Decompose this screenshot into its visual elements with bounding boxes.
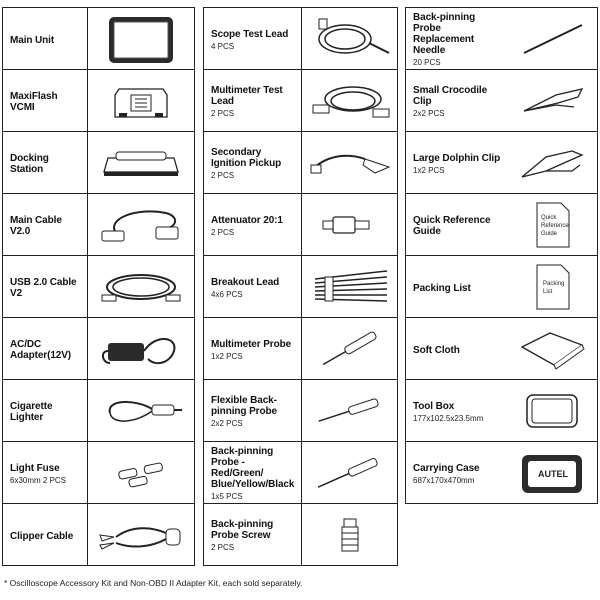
item-name: USB 2.0 Cable V2	[10, 277, 77, 299]
item-name: Attenuator 20:1	[211, 214, 283, 226]
item-name: Carrying Case	[413, 462, 480, 474]
item-ignition-pickup	[203, 131, 398, 194]
item-qty: 1x2 PCS	[211, 351, 243, 361]
item-name: Secondary Ignition Pickup	[211, 147, 282, 169]
item-name: Packing List	[413, 282, 471, 294]
item-replacement-needle	[405, 7, 598, 70]
item-tool-box	[405, 379, 598, 442]
item-breakout-lead	[203, 255, 398, 318]
cloth-icon	[512, 323, 592, 375]
item-flexible-probe	[203, 379, 398, 442]
tablet-icon	[101, 13, 181, 65]
item-qty: 4 PCS	[211, 41, 235, 51]
attenuator-icon	[305, 199, 395, 251]
item-qty: 2x2 PCS	[413, 109, 445, 118]
item-dolphin-clip	[405, 131, 598, 194]
item-name: MaxiFlash VCMI	[10, 91, 58, 113]
item-qty: 20 PCS	[413, 58, 441, 67]
item-main-cable	[2, 193, 195, 256]
docking-station-icon	[98, 138, 184, 188]
svg-text:Reference: Reference	[541, 222, 569, 229]
item-name: Back-pinning Probe - Red/Green/ Blue/Yellow/Black	[211, 446, 295, 490]
dolphin-clip-icon	[512, 137, 592, 189]
item-crocodile-clip	[405, 69, 598, 132]
item-name: AC/DC Adapter(12V)	[10, 339, 72, 361]
flexible-probe-icon	[305, 385, 395, 437]
vcmi-device-icon	[101, 75, 181, 127]
document-icon	[527, 261, 577, 313]
item-name: Main Unit	[10, 34, 55, 46]
item-qty: 177x102.5x23.5mm	[413, 413, 484, 423]
item-clipper-cable	[2, 503, 195, 566]
svg-text:AUTEL: AUTEL	[538, 468, 568, 479]
item-qty: 2 PCS	[211, 227, 235, 237]
ignition-pickup-icon	[305, 137, 395, 189]
breakout-lead-icon	[305, 261, 395, 313]
item-qty: 1x2 PCS	[413, 165, 445, 175]
item-name: Quick Reference Guide	[413, 215, 491, 237]
crocodile-clip-icon	[512, 75, 592, 127]
column-1	[2, 7, 195, 566]
item-quick-reference-guide	[405, 193, 598, 256]
item-docking-station	[2, 131, 195, 194]
svg-text:Guide: Guide	[541, 230, 558, 237]
needle-icon	[512, 13, 592, 65]
obd-cable-icon	[96, 199, 186, 251]
item-cigarette-lighter	[2, 379, 195, 442]
scope-lead-icon	[305, 13, 395, 65]
power-adapter-icon	[96, 323, 186, 375]
item-name: Cigarette Lighter	[10, 401, 53, 423]
multimeter-lead-icon	[305, 75, 395, 127]
item-name: Scope Test Lead	[211, 28, 289, 40]
column-3	[405, 7, 598, 504]
item-name: Clipper Cable	[10, 530, 74, 542]
item-qty: 687x170x470mm	[413, 475, 475, 485]
item-qty: 6x30mm 2 PCS	[10, 475, 67, 485]
usb-cable-icon	[96, 261, 186, 313]
item-name: Back-pinning Probe Replacement Needle	[413, 12, 476, 56]
document-icon	[527, 199, 577, 251]
item-name: Breakout Lead	[211, 276, 280, 288]
item-name: Small Crocodile Clip	[413, 85, 488, 107]
column-2	[203, 7, 398, 566]
item-scope-test-lead	[203, 7, 398, 70]
back-pinning-probe-icon	[305, 447, 395, 499]
item-ac-dc-adapter	[2, 317, 195, 380]
item-multimeter-test-lead	[203, 69, 398, 132]
item-name: Multimeter Test Lead	[211, 85, 283, 107]
cigarette-lighter-icon	[96, 385, 186, 437]
item-main-unit	[2, 7, 195, 70]
item-name: Large Dolphin Clip	[413, 152, 501, 164]
item-soft-cloth	[405, 317, 598, 380]
item-name: Soft Cloth	[413, 344, 460, 356]
clipper-cable-icon	[96, 509, 186, 561]
carrying-case-icon	[512, 447, 592, 499]
item-usb-cable	[2, 255, 195, 318]
svg-text:Packing: Packing	[543, 280, 565, 287]
item-name: Flexible Back-pinning Probe	[211, 395, 277, 417]
item-back-pinning-probe	[203, 441, 398, 504]
item-multimeter-probe	[203, 317, 398, 380]
item-name: Main Cable V2.0	[10, 215, 62, 237]
item-qty: 2x2 PCS	[211, 419, 243, 428]
item-carrying-case	[405, 441, 598, 504]
item-maxiflash-vcmi	[2, 69, 195, 132]
item-light-fuse	[2, 441, 195, 504]
screw-icon	[320, 509, 380, 561]
item-packing-list	[405, 255, 598, 318]
item-qty: 4x6 PCS	[211, 289, 243, 299]
svg-text:Quick: Quick	[541, 214, 557, 221]
fuse-icon	[101, 447, 181, 499]
item-name: Tool Box	[413, 400, 455, 412]
item-name: Light Fuse	[10, 462, 60, 474]
item-name: Back-pinning Probe Screw	[211, 519, 274, 541]
footnote: * Oscilloscope Accessory Kit and Non-OBD II Adapter Kit, each sold separately.	[4, 578, 303, 588]
item-name: Multimeter Probe	[211, 338, 292, 350]
item-qty: 1x5 PCS	[211, 492, 243, 501]
item-qty: 2 PCS	[211, 109, 235, 118]
probe-icon	[305, 323, 395, 375]
item-qty: 2 PCS	[211, 543, 235, 552]
svg-text:List: List	[543, 288, 553, 295]
toolbox-icon	[517, 385, 587, 437]
item-qty: 2 PCS	[211, 171, 235, 180]
item-name: Docking Station	[10, 153, 49, 175]
item-attenuator	[203, 193, 398, 256]
item-probe-screw	[203, 503, 398, 566]
